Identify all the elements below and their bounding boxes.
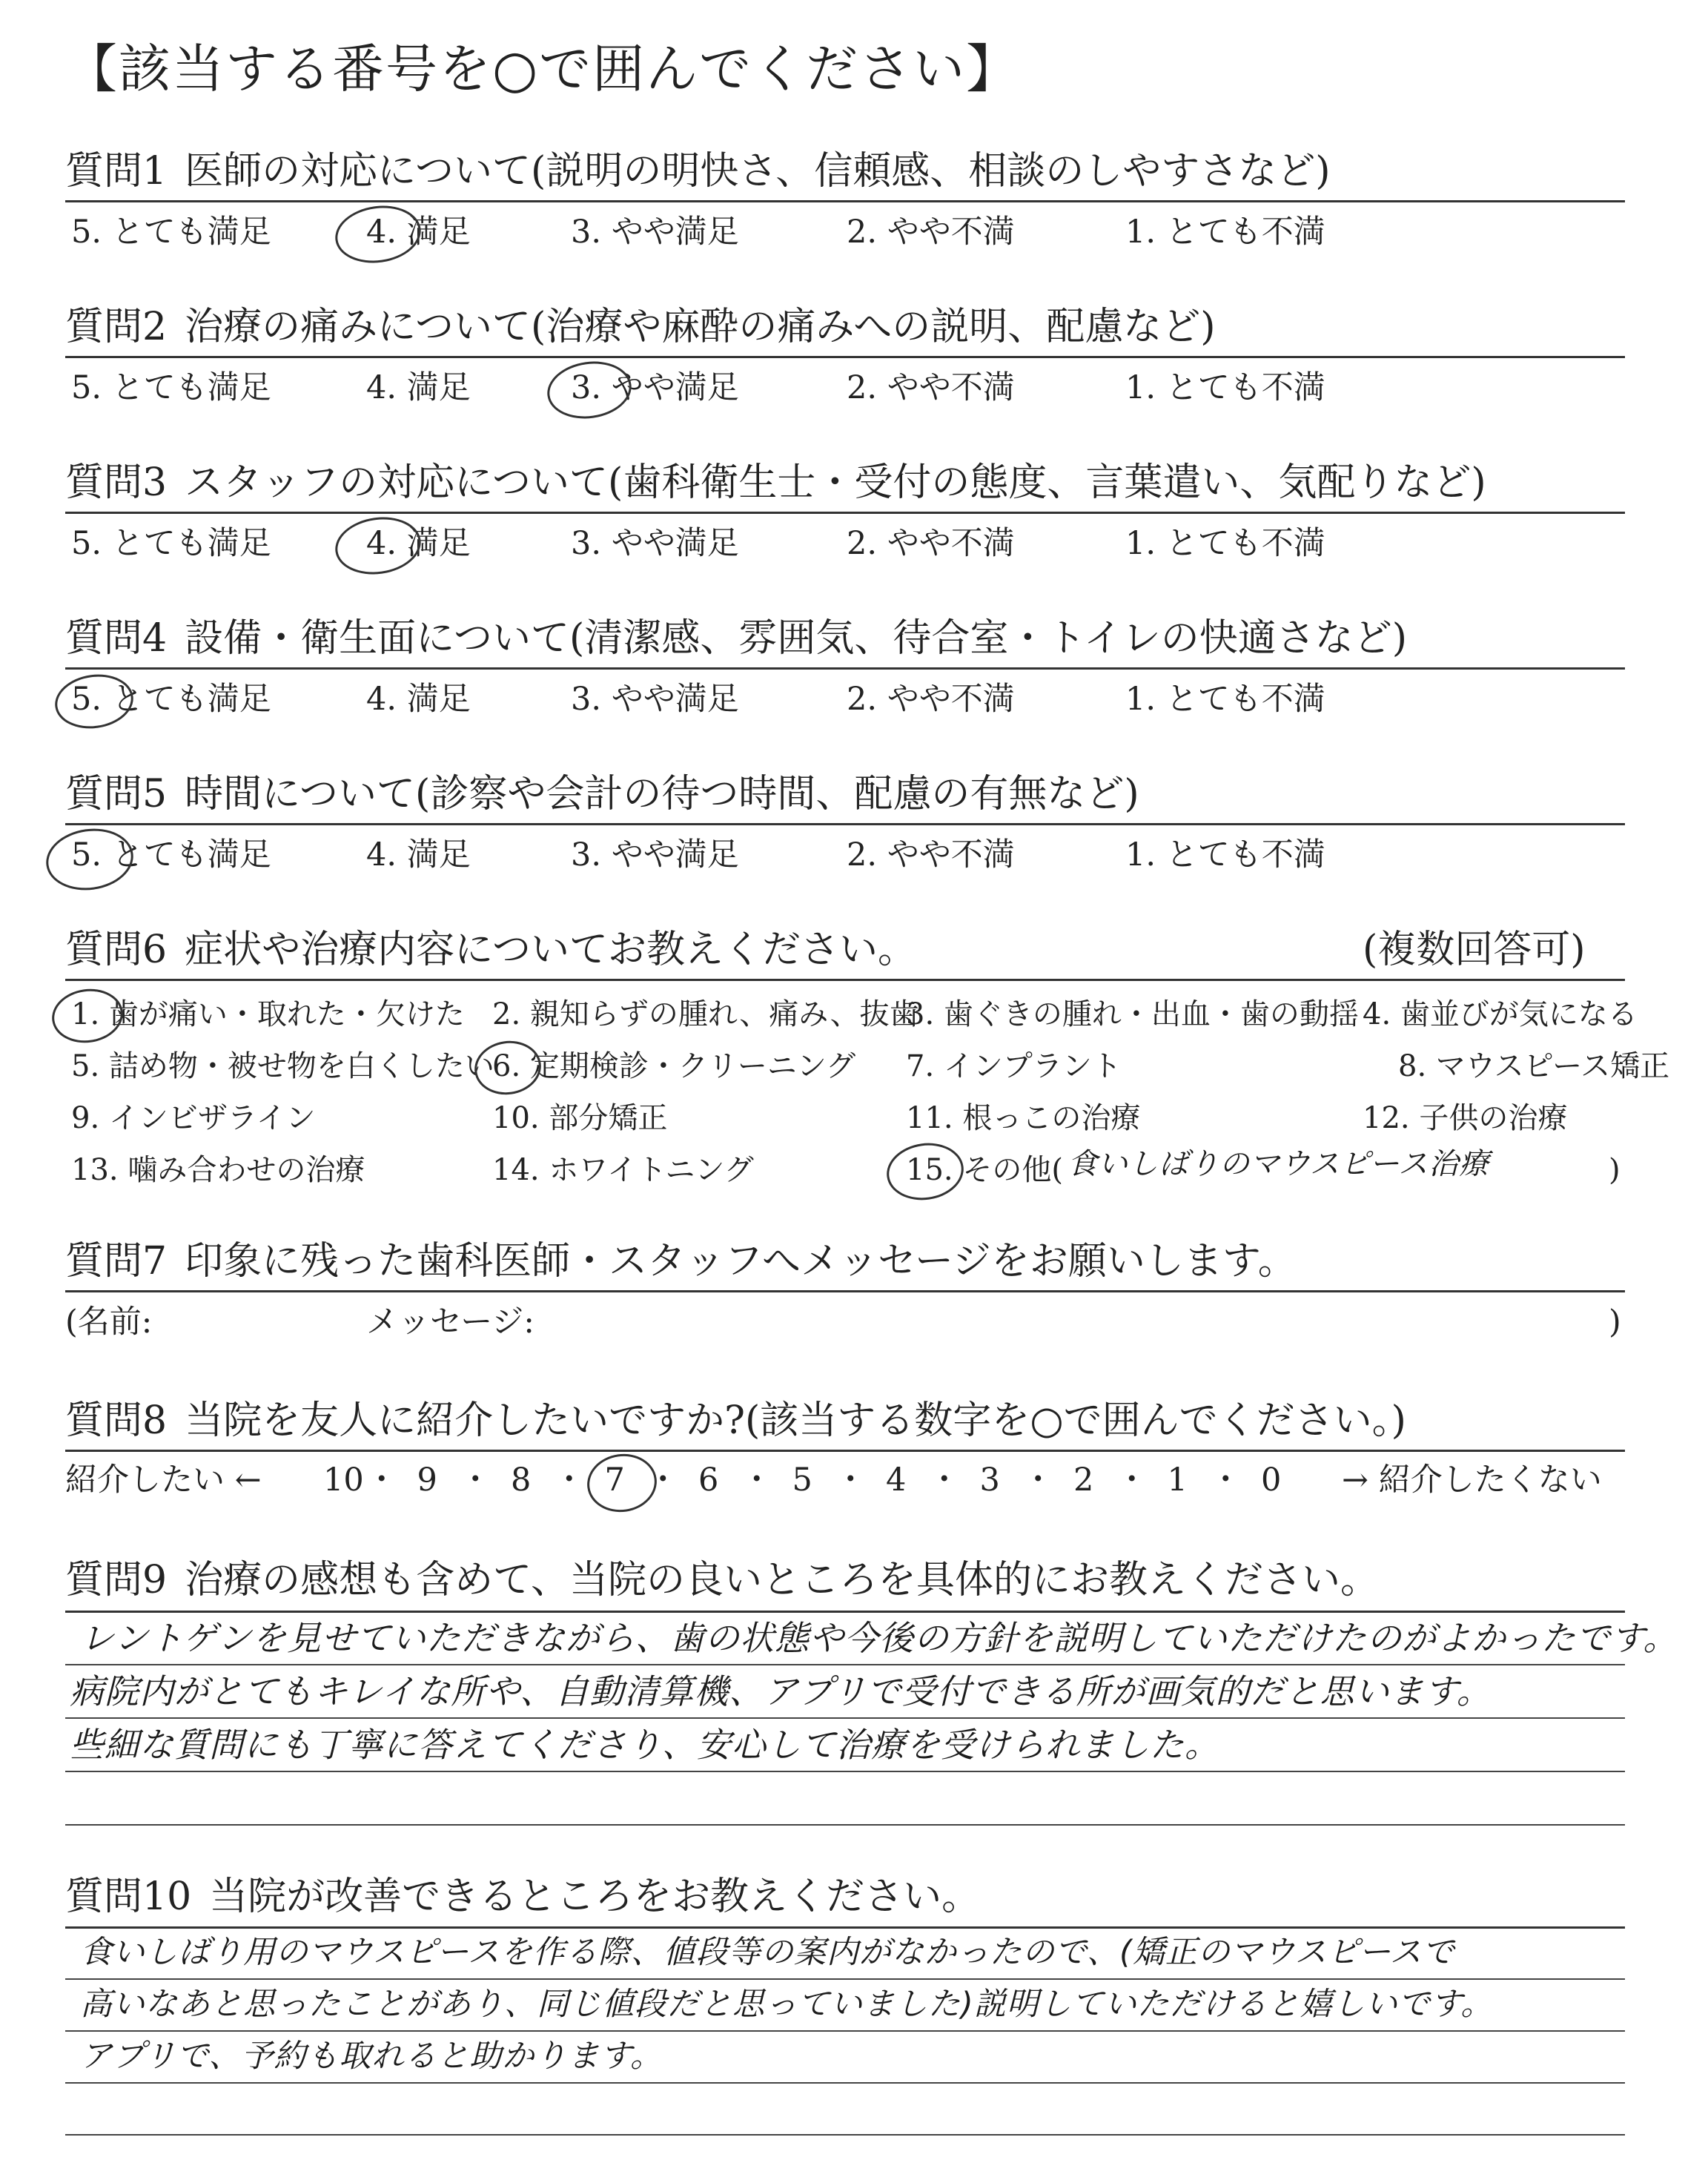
q10-answer-line-3: アプリで、予約も取れると助かります。 xyxy=(80,2038,663,2075)
divider xyxy=(65,1290,1625,1292)
answer-line xyxy=(65,1771,1625,1772)
selection-circle xyxy=(883,1138,967,1205)
selection-circle xyxy=(543,356,635,423)
divider xyxy=(65,356,1625,358)
divider xyxy=(65,200,1625,202)
q6-option-1[interactable]: 1. 歯が痛い・取れた・欠けた xyxy=(71,997,465,1031)
question-10 xyxy=(65,1875,981,1919)
q6-option-9[interactable]: 9. インビザライン xyxy=(71,1101,316,1135)
question-text: 症状や治療内容についてお教えください。 xyxy=(185,928,917,972)
question-number: 質問2 xyxy=(65,305,168,349)
recommend-right-label: → 紹介したくない xyxy=(1342,1462,1602,1499)
q4-option-1[interactable]: 1. とても不満 xyxy=(1125,681,1325,718)
answer-line xyxy=(65,1717,1625,1719)
q3-option-5[interactable]: 5. とても満足 xyxy=(71,525,271,562)
question-number: 質問3 xyxy=(65,460,168,505)
q9-answer-line-3: 些細な質問にも丁寧に答えてくださり、安心して治療を受けられました。 xyxy=(70,1725,1219,1765)
q9-answer-line-2: 病院内がとてもキレイな所や、自動清算機、アプリで受付できる所が画気的だと思います。 xyxy=(70,1671,1492,1711)
scale-separator: ・ xyxy=(1209,1462,1242,1499)
question-text: 医師の対応について(説明の明快さ、信頼感、相談のしやすさなど) xyxy=(185,149,1331,194)
q5-option-1[interactable]: 1. とても不満 xyxy=(1125,836,1325,873)
q6-option-12[interactable]: 12. 子供の治療 xyxy=(1363,1101,1568,1135)
q4-option-2[interactable]: 2. やや不満 xyxy=(847,681,1015,718)
q2-option-5[interactable]: 5. とても満足 xyxy=(71,369,271,406)
multiple-answer-note: (複数回答可) xyxy=(1363,928,1586,972)
q6-option-5[interactable]: 5. 詰め物・被せ物を白くしたい xyxy=(71,1049,494,1083)
question-number: 質問1 xyxy=(65,149,168,194)
selection-circle xyxy=(471,1037,544,1099)
q6-option-7[interactable]: 7. インプラント xyxy=(906,1049,1122,1083)
question-text: 設備・衛生面について(清潔感、雰囲気、待合室・トイレの快適さなど) xyxy=(185,616,1408,661)
question-3 xyxy=(65,460,1486,505)
q5-option-5[interactable]: 5. とても満足 xyxy=(71,836,271,873)
question-number: 質問8 xyxy=(65,1398,168,1443)
q1-option-3[interactable]: 3. やや満足 xyxy=(571,214,739,251)
answer-line xyxy=(65,2134,1625,2136)
q2-option-2[interactable]: 2. やや不満 xyxy=(847,369,1015,406)
question-7 xyxy=(65,1239,1297,1284)
q4-option-3[interactable]: 3. やや満足 xyxy=(571,681,739,718)
divider xyxy=(65,1611,1625,1613)
question-4 xyxy=(65,616,1408,661)
scale-value-2[interactable]: 2 xyxy=(1073,1462,1094,1499)
question-text: 当院が改善できるところをお教えください。 xyxy=(209,1875,981,1919)
q6-option-11[interactable]: 11. 根っこの治療 xyxy=(906,1101,1141,1135)
question-number: 質問6 xyxy=(65,928,168,972)
question-text: 治療の痛みについて(治療や麻酔の痛みへの説明、配慮など) xyxy=(185,305,1216,349)
other-handwritten-answer: 食いしばりのマウスピース治療 xyxy=(1068,1147,1490,1181)
divider xyxy=(65,512,1625,514)
scale-separator: ・ xyxy=(928,1462,961,1499)
divider xyxy=(65,667,1625,670)
recommend-left-label: 紹介したい ← xyxy=(65,1462,262,1499)
q1-option-4[interactable]: 4. 満足 xyxy=(366,214,471,251)
q2-option-3[interactable]: 3. やや満足 xyxy=(571,369,739,406)
scale-value-6[interactable]: 6 xyxy=(698,1462,719,1499)
q3-option-1[interactable]: 1. とても不満 xyxy=(1125,525,1325,562)
scale-separator: ・ xyxy=(1022,1462,1054,1499)
page-title: 【該当する番号を○で囲んでください】 xyxy=(65,39,1020,99)
answer-line xyxy=(65,1824,1625,1826)
q2-option-1[interactable]: 1. とても不満 xyxy=(1125,369,1325,406)
scale-separator: ・ xyxy=(741,1462,773,1499)
q6-option-14[interactable]: 14. ホワイトニング xyxy=(492,1153,754,1187)
q1-option-2[interactable]: 2. やや不満 xyxy=(847,214,1015,251)
question-text: 治療の感想も含めて、当院の良いところを具体的にお教えください。 xyxy=(185,1558,1380,1602)
q3-option-4[interactable]: 4. 満足 xyxy=(366,525,471,562)
scale-separator: ・ xyxy=(365,1462,398,1499)
message-label: メッセージ: xyxy=(366,1304,534,1341)
q6-option-4[interactable]: 4. 歯並びが気になる xyxy=(1363,997,1638,1031)
question-number: 質問7 xyxy=(65,1239,168,1284)
q5-option-2[interactable]: 2. やや不満 xyxy=(847,836,1015,873)
answer-line xyxy=(65,1978,1625,1980)
scale-value-3[interactable]: 3 xyxy=(979,1462,1000,1499)
scale-value-7[interactable]: 7 xyxy=(604,1462,625,1499)
question-number: 質問10 xyxy=(65,1875,192,1919)
question-1 xyxy=(65,149,1331,194)
selection-circle xyxy=(583,1450,661,1516)
q5-option-4[interactable]: 4. 満足 xyxy=(366,836,471,873)
question-text: スタッフの対応について(歯科衛生士・受付の態度、言葉遣い、気配りなど) xyxy=(185,460,1486,505)
q1-option-5[interactable]: 5. とても満足 xyxy=(71,214,271,251)
message-close-paren: ) xyxy=(1609,1304,1621,1341)
q2-option-4[interactable]: 4. 満足 xyxy=(366,369,471,406)
divider xyxy=(65,1450,1625,1452)
q6-option-6[interactable]: 6. 定期検診・クリーニング xyxy=(492,1049,856,1083)
selection-circle xyxy=(42,823,137,896)
scale-value-0[interactable]: 0 xyxy=(1261,1462,1282,1499)
answer-line xyxy=(65,2030,1625,2032)
other-close-paren: ) xyxy=(1609,1153,1621,1187)
question-2 xyxy=(65,305,1216,349)
divider xyxy=(65,1926,1625,1929)
question-text: 時間について(診察や会計の待つ時間、配慮の有無など) xyxy=(185,772,1139,816)
scale-separator: ・ xyxy=(459,1462,491,1499)
q6-option-10[interactable]: 10. 部分矯正 xyxy=(492,1101,668,1135)
q10-answer-line-1: 食いしばり用のマウスピースを作る際、値段等の案内がなかったので、(矯正のマウスピースで xyxy=(80,1934,1455,1971)
q9-answer-line-1: レントゲンを見せていただきながら、歯の状態や今後の方針を説明していただけたのがよかったです。 xyxy=(80,1618,1678,1658)
question-number: 質問5 xyxy=(65,772,168,816)
q6-option-3[interactable]: 3. 歯ぐきの腫れ・出血・歯の動揺 xyxy=(906,997,1359,1031)
answer-line xyxy=(65,1664,1625,1665)
q3-option-2[interactable]: 2. やや不満 xyxy=(847,525,1015,562)
scale-separator: ・ xyxy=(834,1462,867,1499)
question-text: 当院を友人に紹介したいですか?(該当する数字を○で囲んでください。) xyxy=(185,1398,1406,1443)
selection-circle xyxy=(331,200,424,268)
q10-answer-line-2: 高いなあと思ったことがあり、同じ値段だと思っていました)説明していただけると嬉しいです。 xyxy=(80,1986,1494,2023)
q6-option-2[interactable]: 2. 親知らずの腫れ、痛み、抜歯 xyxy=(492,997,919,1031)
question-8 xyxy=(65,1398,1406,1443)
scale-value-10[interactable]: 10 xyxy=(323,1462,364,1499)
divider xyxy=(65,823,1625,825)
scale-value-9[interactable]: 9 xyxy=(417,1462,437,1499)
scale-separator: ・ xyxy=(1116,1462,1148,1499)
q4-option-5[interactable]: 5. とても満足 xyxy=(71,681,271,718)
scale-separator: ・ xyxy=(646,1462,679,1499)
question-number: 質問4 xyxy=(65,616,168,661)
q5-option-3[interactable]: 3. やや満足 xyxy=(571,836,739,873)
scale-value-5[interactable]: 5 xyxy=(792,1462,812,1499)
divider xyxy=(65,979,1625,981)
q6-option-13[interactable]: 13. 噛み合わせの治療 xyxy=(71,1153,365,1187)
name-label: (名前: xyxy=(65,1304,153,1341)
scale-value-1[interactable]: 1 xyxy=(1167,1462,1188,1499)
selection-circle xyxy=(52,670,137,733)
selection-circle xyxy=(331,512,424,579)
question-9 xyxy=(65,1558,1380,1602)
q3-option-3[interactable]: 3. やや満足 xyxy=(571,525,739,562)
scale-value-4[interactable]: 4 xyxy=(886,1462,907,1499)
scale-value-8[interactable]: 8 xyxy=(511,1462,532,1499)
question-5 xyxy=(65,772,1139,816)
q6-option-8[interactable]: 8. マウスピース矯正 xyxy=(1398,1049,1670,1083)
q4-option-4[interactable]: 4. 満足 xyxy=(366,681,471,718)
answer-line xyxy=(65,2082,1625,2084)
question-text: 印象に残った歯科医師・スタッフへメッセージをお願いします。 xyxy=(185,1239,1297,1284)
question-number: 質問9 xyxy=(65,1558,168,1602)
selection-circle xyxy=(48,985,126,1048)
q1-option-1[interactable]: 1. とても不満 xyxy=(1125,214,1325,251)
q6-option-15[interactable]: 15. その他( xyxy=(906,1153,1063,1187)
question-6 xyxy=(65,928,917,972)
scale-separator: ・ xyxy=(553,1462,586,1499)
